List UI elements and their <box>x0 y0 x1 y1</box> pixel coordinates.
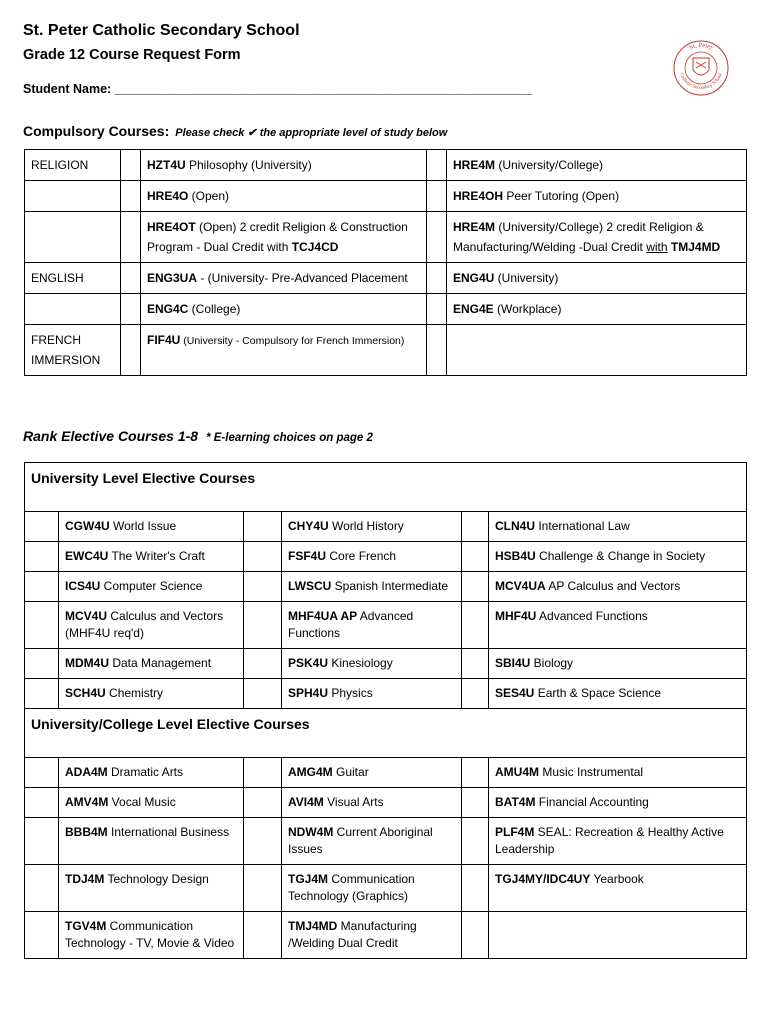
checkbox[interactable] <box>121 325 141 376</box>
course-cell <box>59 865 244 912</box>
checkbox[interactable] <box>462 758 489 788</box>
course-code: ENG3UA <box>147 271 198 285</box>
course-cell <box>489 818 747 865</box>
course-desc: Calculus and Vectors (MHF4U req'd) <box>65 609 224 640</box>
course-code: MHF4UA AP <box>288 609 358 623</box>
elective-row <box>25 572 747 602</box>
course-desc: Challenge & Change in Society <box>535 549 706 563</box>
form-title: Grade 12 Course Request Form <box>23 47 241 63</box>
course-desc: Guitar <box>332 765 369 779</box>
elective-row <box>25 865 747 912</box>
course-code: TGJ4MY/IDC4UY <box>495 872 591 886</box>
student-name-field[interactable]: ____________________________________________________________ <box>114 82 532 96</box>
course-cell <box>141 325 427 376</box>
checkbox[interactable] <box>25 865 59 912</box>
course-desc: World History <box>328 519 404 533</box>
course-cell <box>447 294 747 325</box>
course-cell <box>282 679 462 709</box>
course-with: with <box>646 240 668 254</box>
course-cell <box>447 212 747 263</box>
course-cell <box>282 788 462 818</box>
course-desc: Dramatic Arts <box>107 765 184 779</box>
checkbox[interactable] <box>25 602 59 649</box>
course-cell <box>447 263 747 294</box>
subject-cell: FRENCH IMMERSION <box>25 325 121 376</box>
course-cell <box>489 512 747 542</box>
course-code: PLF4M <box>495 825 535 839</box>
course-cell <box>489 679 747 709</box>
section-title: University/College Level Elective Courses <box>25 709 747 758</box>
course-cell <box>282 818 462 865</box>
elective-row <box>25 649 747 679</box>
course-desc: AP Calculus and Vectors <box>545 579 681 593</box>
course-desc: Core French <box>326 549 397 563</box>
course-code: CHY4U <box>288 519 329 533</box>
checkbox[interactable] <box>121 263 141 294</box>
elective-note: * E-learning choices on page 2 <box>206 432 373 444</box>
course-code-dual: TMJ4MD <box>670 240 721 254</box>
elective-heading <box>23 428 373 444</box>
unicollege-section-header <box>25 709 747 758</box>
course-desc: Kinesiology <box>328 656 393 670</box>
elective-row <box>25 788 747 818</box>
course-desc: Philosophy (University) <box>185 158 312 172</box>
compulsory-row <box>25 212 747 263</box>
course-code: AMG4M <box>288 765 333 779</box>
course-cell <box>489 912 747 959</box>
course-cell <box>282 542 462 572</box>
course-desc: (University - Compulsory for French Immersion) <box>180 335 405 347</box>
compulsory-row <box>25 150 747 181</box>
course-desc: Vocal Music <box>108 795 176 809</box>
course-desc: Advanced Functions <box>288 609 414 640</box>
course-code: FSF4U <box>288 549 327 563</box>
course-cell <box>447 325 747 376</box>
checkbox[interactable] <box>462 649 489 679</box>
course-code: SPH4U <box>288 686 329 700</box>
course-code-dual: TCJ4CD <box>291 240 339 254</box>
course-desc: Computer Science <box>100 579 203 593</box>
course-code: ENG4C <box>147 302 189 316</box>
checkbox[interactable] <box>427 181 447 212</box>
course-desc: Visual Arts <box>323 795 384 809</box>
checkbox[interactable] <box>244 912 282 959</box>
compulsory-heading <box>23 123 447 139</box>
checkbox[interactable] <box>25 758 59 788</box>
checkbox[interactable] <box>25 788 59 818</box>
course-cell <box>59 912 244 959</box>
course-cell <box>59 649 244 679</box>
course-cell <box>282 865 462 912</box>
compulsory-note: Please check ✔ the appropriate level of study below <box>175 127 448 139</box>
checkbox[interactable] <box>121 150 141 181</box>
checkbox[interactable] <box>25 512 59 542</box>
course-cell <box>489 788 747 818</box>
course-cell <box>282 512 462 542</box>
course-desc: Chemistry <box>105 686 164 700</box>
course-desc: Communication Technology (Graphics) <box>288 872 415 903</box>
course-desc: International Law <box>535 519 630 533</box>
checkbox[interactable] <box>244 512 282 542</box>
checkbox[interactable] <box>244 649 282 679</box>
elective-row <box>25 542 747 572</box>
checkbox[interactable] <box>244 758 282 788</box>
course-code: ENG4U <box>453 271 495 285</box>
course-desc: Current Aboriginal Issues <box>288 825 433 856</box>
subject-cell: RELIGION <box>25 150 121 181</box>
course-code: CGW4U <box>65 519 110 533</box>
course-desc: (College) <box>188 302 241 316</box>
course-cell <box>59 758 244 788</box>
checkbox[interactable] <box>462 788 489 818</box>
course-cell <box>282 649 462 679</box>
course-code: TMJ4MD <box>288 919 338 933</box>
course-cell <box>141 263 427 294</box>
course-desc: - (University- Pre-Advanced Placement <box>197 271 408 285</box>
checkbox[interactable] <box>427 212 447 263</box>
course-code: HRE4OH <box>453 189 504 203</box>
course-cell <box>59 788 244 818</box>
svg-text:St. Peter <box>688 42 714 52</box>
course-code: CLN4U <box>495 519 536 533</box>
elective-row <box>25 679 747 709</box>
elective-courses-table <box>24 462 747 959</box>
course-code: BBB4M <box>65 825 108 839</box>
course-cell <box>282 602 462 649</box>
course-code: HRE4M <box>453 220 496 234</box>
course-code: HRE4O <box>147 189 189 203</box>
checkbox[interactable] <box>462 542 489 572</box>
course-code: HRE4M <box>453 158 496 172</box>
course-desc: Earth & Space Science <box>534 686 662 700</box>
elective-row <box>25 758 747 788</box>
checkbox[interactable] <box>244 679 282 709</box>
course-code: ICS4U <box>65 579 101 593</box>
checkbox[interactable] <box>427 263 447 294</box>
course-desc: Peer Tutoring (Open) <box>503 189 620 203</box>
course-cell <box>447 150 747 181</box>
course-code: FIF4U <box>147 333 181 347</box>
course-cell <box>141 150 427 181</box>
checkbox[interactable] <box>462 912 489 959</box>
course-desc: (Workplace) <box>493 302 562 316</box>
elective-row <box>25 602 747 649</box>
subject-cell <box>25 212 121 263</box>
checkbox[interactable] <box>427 150 447 181</box>
checkbox[interactable] <box>427 294 447 325</box>
course-cell <box>141 294 427 325</box>
course-desc: (University) <box>494 271 559 285</box>
course-code: LWSCU <box>288 579 332 593</box>
university-section-header <box>25 463 747 512</box>
checkbox[interactable] <box>244 572 282 602</box>
course-cell <box>59 602 244 649</box>
course-desc: Advanced Functions <box>536 609 648 623</box>
compulsory-row <box>25 263 747 294</box>
course-desc: (Open) 2 credit Religion & Construction Program - Dual Credit with <box>147 220 408 254</box>
seal-top-text: St. Peter <box>688 41 714 52</box>
course-code: MHF4U <box>495 609 537 623</box>
checkbox[interactable] <box>462 818 489 865</box>
checkbox[interactable] <box>121 294 141 325</box>
checkbox[interactable] <box>244 542 282 572</box>
school-seal-logo <box>672 34 730 100</box>
checkbox[interactable] <box>427 325 447 376</box>
student-name-row <box>23 82 532 96</box>
section-title: University Level Elective Courses <box>25 463 747 512</box>
course-cell <box>59 679 244 709</box>
course-cell <box>282 758 462 788</box>
checkbox[interactable] <box>244 788 282 818</box>
checkbox[interactable] <box>462 602 489 649</box>
course-code: SBI4U <box>495 656 531 670</box>
checkbox[interactable] <box>25 572 59 602</box>
course-cell <box>141 212 427 263</box>
course-desc: The Writer's Craft <box>108 549 205 563</box>
checkbox[interactable] <box>25 679 59 709</box>
course-desc: Manufacturing /Welding Dual Credit <box>288 919 417 950</box>
course-code: SES4U <box>495 686 535 700</box>
course-code: AVI4M <box>288 795 324 809</box>
student-name-label: Student Name: <box>23 82 112 96</box>
course-cell <box>489 602 747 649</box>
course-desc: World Issue <box>109 519 177 533</box>
course-cell <box>59 542 244 572</box>
course-code: EWC4U <box>65 549 109 563</box>
course-desc: Biology <box>530 656 574 670</box>
course-code: TDJ4M <box>65 872 105 886</box>
course-desc: Financial Accounting <box>535 795 649 809</box>
checkbox[interactable] <box>462 865 489 912</box>
seal-bottom-text: Catholic Secondary School <box>678 72 724 92</box>
subject-cell <box>25 181 121 212</box>
elective-row <box>25 912 747 959</box>
compulsory-courses-table <box>24 149 747 376</box>
course-code: HRE4OT <box>147 220 196 234</box>
course-desc: Spanish Intermediate <box>331 579 449 593</box>
course-desc: SEAL: Recreation & Healthy Active Leadership <box>495 825 724 856</box>
course-desc: Physics <box>328 686 373 700</box>
course-code: TGJ4M <box>288 872 329 886</box>
course-code: SCH4U <box>65 686 106 700</box>
compulsory-row <box>25 325 747 376</box>
elective-row <box>25 818 747 865</box>
course-cell <box>489 758 747 788</box>
course-cell <box>489 649 747 679</box>
course-cell <box>59 512 244 542</box>
course-code: BAT4M <box>495 795 536 809</box>
checkbox[interactable] <box>244 602 282 649</box>
course-desc: Yearbook <box>590 872 644 886</box>
subject-cell <box>25 294 121 325</box>
checkbox[interactable] <box>462 572 489 602</box>
course-code: PSK4U <box>288 656 329 670</box>
course-desc: Communication Technology - TV, Movie & Video <box>65 919 235 950</box>
course-code: AMU4M <box>495 765 539 779</box>
course-cell <box>282 572 462 602</box>
course-code: TGV4M <box>65 919 107 933</box>
course-code: MCV4UA <box>495 579 546 593</box>
elective-row <box>25 512 747 542</box>
checkbox[interactable] <box>462 679 489 709</box>
course-cell <box>489 865 747 912</box>
course-desc: International Business <box>107 825 230 839</box>
course-desc: (University/College) <box>495 158 604 172</box>
course-cell <box>489 542 747 572</box>
course-cell <box>59 572 244 602</box>
elective-title: Rank Elective Courses 1-8 <box>23 428 199 444</box>
course-desc: Music Instrumental <box>539 765 644 779</box>
course-desc: (Open) <box>188 189 230 203</box>
course-code: MDM4U <box>65 656 109 670</box>
course-cell <box>447 181 747 212</box>
course-cell <box>282 912 462 959</box>
course-code: HZT4U <box>147 158 186 172</box>
checkbox[interactable] <box>25 912 59 959</box>
course-desc: Technology Design <box>104 872 209 886</box>
checkbox[interactable] <box>244 865 282 912</box>
course-code: HSB4U <box>495 549 536 563</box>
course-code: NDW4M <box>288 825 334 839</box>
course-code: ENG4E <box>453 302 494 316</box>
course-cell <box>59 818 244 865</box>
checkbox[interactable] <box>462 512 489 542</box>
compulsory-row <box>25 294 747 325</box>
course-cell <box>489 572 747 602</box>
course-cell <box>141 181 427 212</box>
course-desc: (University/College) 2 credit Religion & Manufacturing/Welding -Dual Credit <box>453 220 704 254</box>
course-code: MCV4U <box>65 609 108 623</box>
course-desc: Data Management <box>109 656 212 670</box>
checkbox[interactable] <box>25 818 59 865</box>
compulsory-row <box>25 181 747 212</box>
checkbox[interactable] <box>25 649 59 679</box>
course-code: AMV4M <box>65 795 109 809</box>
checkbox[interactable] <box>244 818 282 865</box>
subject-cell: ENGLISH <box>25 263 121 294</box>
checkbox[interactable] <box>25 542 59 572</box>
course-code: ADA4M <box>65 765 108 779</box>
compulsory-title: Compulsory Courses: <box>23 123 170 139</box>
checkbox[interactable] <box>121 181 141 212</box>
checkbox[interactable] <box>121 212 141 263</box>
school-name: St. Peter Catholic Secondary School <box>23 22 300 39</box>
